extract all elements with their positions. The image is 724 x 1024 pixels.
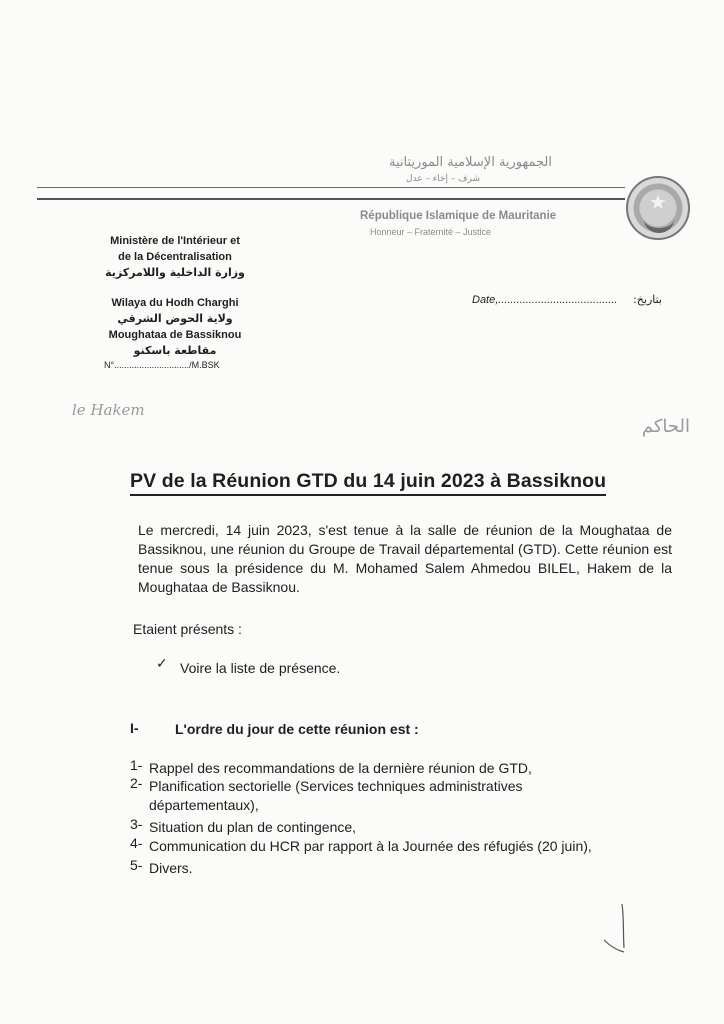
agenda-number: 3- bbox=[130, 816, 143, 832]
issuer-block bbox=[90, 233, 260, 359]
section-number: I- bbox=[130, 720, 139, 736]
signatory-french: le Hakem bbox=[72, 401, 145, 419]
date-label-arabic: بتاريخ: bbox=[633, 293, 662, 306]
page-title: PV de la Réunion GTD du 14 juin 2023 à Bassiknou bbox=[130, 470, 606, 496]
present-label: Etaient présents : bbox=[133, 621, 242, 637]
section-title: L'ordre du jour de cette réunion est : bbox=[175, 721, 419, 737]
date-label: Date,....................................... bbox=[472, 294, 618, 306]
agenda-number: 2- bbox=[130, 775, 143, 791]
arabic-republic-name: الجمهورية الإسلامية الموريتانية bbox=[389, 155, 552, 170]
agenda-text: Communication du HCR par rapport à la Journée des réfugiés (20 juin), bbox=[149, 838, 592, 854]
ministry-line2: de la Décentralisation bbox=[118, 251, 232, 263]
moughataa-arabic: مقاطعة باسكنو bbox=[133, 344, 217, 357]
handwritten-mark bbox=[600, 900, 640, 960]
date-field bbox=[472, 294, 617, 306]
arabic-motto: شرف – إخاء – عدل bbox=[406, 174, 480, 184]
reference-number: N°............................../M.BSK bbox=[104, 360, 220, 370]
republic-name: République Islamique de Mauritanie bbox=[360, 210, 557, 222]
agenda-number: 5- bbox=[130, 857, 143, 873]
header-rule-bottom bbox=[37, 198, 625, 200]
agenda-number: 4- bbox=[130, 835, 143, 851]
crescent-icon bbox=[644, 206, 674, 233]
agenda-text: Rappel des recommandations de la dernière réunion de GTD, bbox=[149, 760, 532, 776]
star-icon: ★ bbox=[649, 192, 667, 214]
agenda-text: Situation du plan de contingence, bbox=[149, 819, 357, 835]
wilaya-arabic: ولاية الحوض الشرقي bbox=[117, 312, 233, 325]
wilaya: Wilaya du Hodh Charghi bbox=[111, 297, 239, 309]
agenda-text: Divers. bbox=[149, 860, 193, 876]
agenda-text: Planification sectorielle (Services techniques administratives bbox=[149, 778, 523, 794]
header-rule-top bbox=[37, 187, 625, 188]
agenda-number: 1- bbox=[130, 757, 143, 773]
ministry-line1: Ministère de l'Intérieur et bbox=[110, 235, 240, 247]
ministry-arabic: وزارة الداخلية واللامركزية bbox=[105, 266, 245, 279]
agenda-text-continued: départementaux), bbox=[149, 797, 259, 813]
checkmark-icon: ✓ bbox=[156, 655, 168, 671]
national-emblem bbox=[626, 176, 690, 240]
present-item: Voire la liste de présence. bbox=[180, 660, 341, 676]
national-motto: Honneur – Fraternité – Justice bbox=[370, 227, 492, 237]
signatory-arabic: الحاكم bbox=[641, 416, 690, 437]
intro-paragraph: Le mercredi, 14 juin 2023, s'est tenue à la salle de réunion de la Moughataa de Bassiknou, une réunion du Groupe de Travail départemental (GTD). Cette réunion est tenue sous la présidence du M. Mohamed Salem Ahmedou BILEL, Hakem de la Moughataa de Bassiknou. bbox=[138, 522, 672, 595]
moughataa: Moughataa de Bassiknou bbox=[108, 329, 242, 341]
